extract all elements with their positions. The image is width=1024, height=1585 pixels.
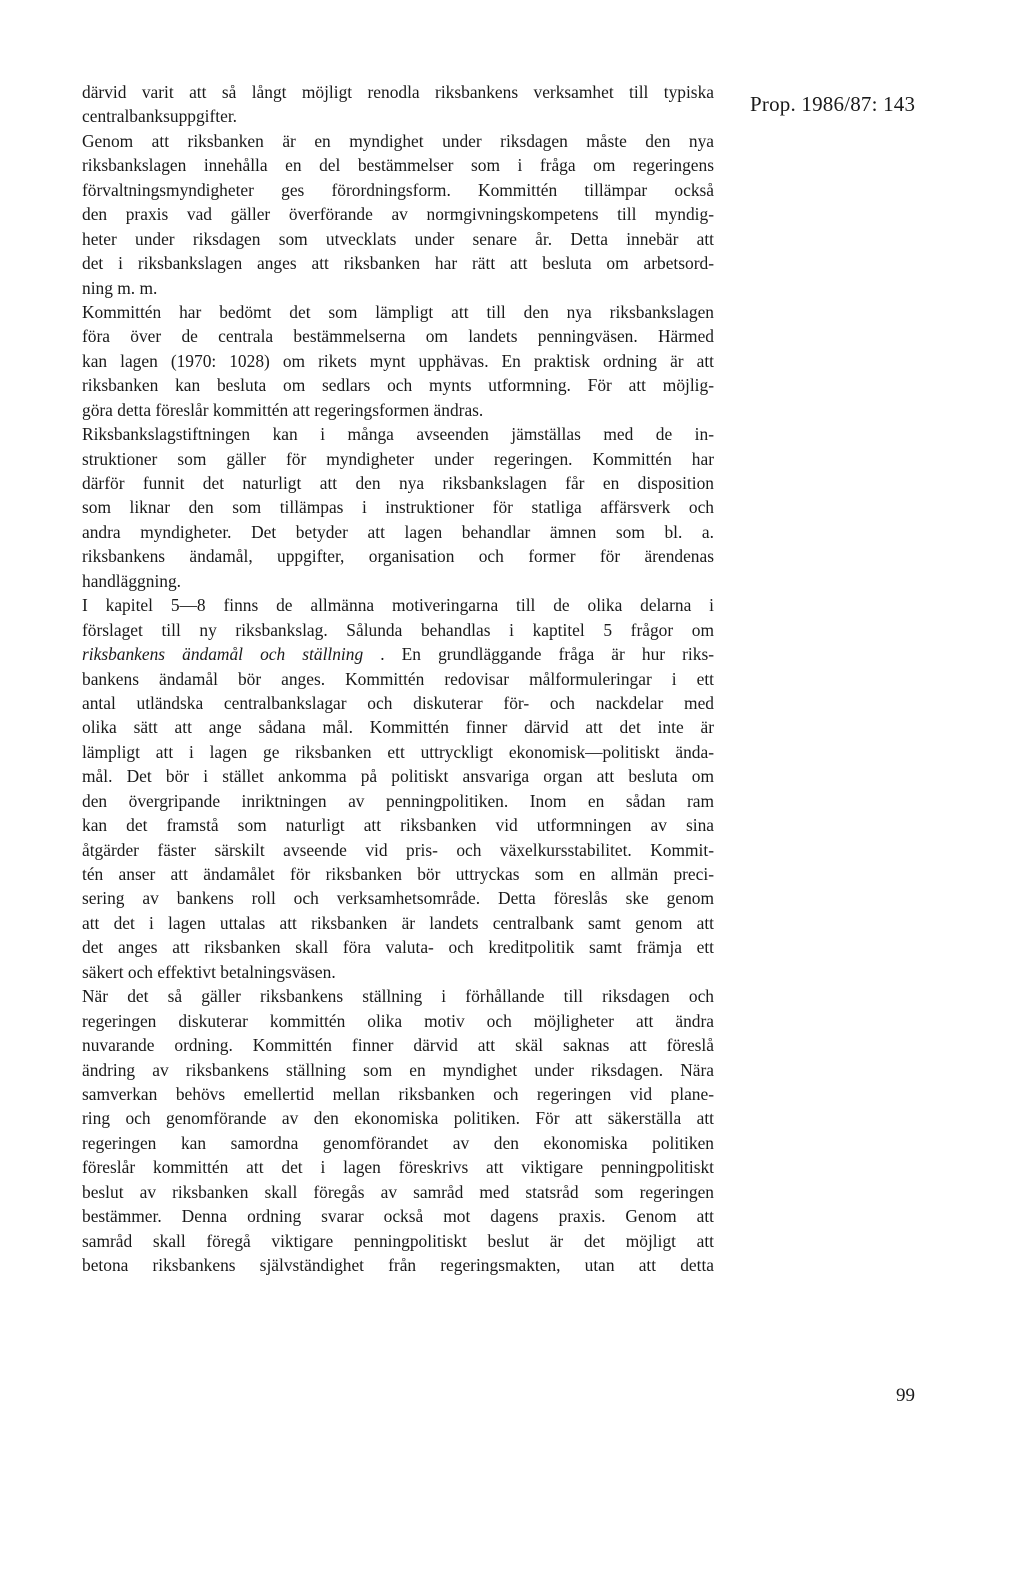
text-line: När det så gäller riksbankens ställning i förhållande till riksdagen och <box>82 986 714 1007</box>
text-line: regeringen diskuterar kommittén olika motiv och möjligheter att ändra <box>82 1010 714 1031</box>
text-line: föra över de centrala bestämmelserna om landets penningväsen. Härmed <box>82 326 714 347</box>
body-text <box>82 80 714 1277</box>
text-line: att det i lagen uttalas att riksbanken är landets centralbank samt genom att <box>82 912 714 933</box>
text-line: föreslår kommittén att det i lagen föreskrivs att viktigare penningpolitiskt <box>82 1157 714 1178</box>
text-line: åtgärder fäster särskilt avseende vid pris- och växelkursstabilitet. Kommit- <box>82 839 714 860</box>
text-line: som liknar den som tillämpas i instruktioner för statliga affärsverk och <box>82 497 714 518</box>
text-line: riksbanken kan besluta om sedlars och mynts utformning. För att möjlig- <box>82 375 714 396</box>
text-line: Genom att riksbanken är en myndighet under riksdagen måste den nya <box>82 130 714 151</box>
text-line: mål. Det bör i stället ankomma på politiskt ansvariga organ att besluta om <box>82 766 714 787</box>
text-line: tén anser att ändamålet för riksbanken bör uttryckas som en allmän preci- <box>82 864 714 884</box>
text-line: Kommittén har bedömt det som lämpligt att till den nya riksbankslagen <box>82 301 714 322</box>
text-line: sering av bankens roll och verksamhetsområde. Detta föreslås ske genom <box>82 888 714 909</box>
text-line: förvaltningsmyndigheter ges förordningsform. Kommittén tillämpar också <box>82 179 714 200</box>
text-line: riksbankslagen innehålla en del bestämmelser som i fråga om regeringens <box>82 155 714 176</box>
text-line: I kapitel 5—8 finns de allmänna motiveringarna till de olika delarna i <box>82 595 714 616</box>
text-line: ändring av riksbankens ställning som en myndighet under riksdagen. Nära <box>82 1059 714 1080</box>
text-line: förslaget till ny riksbankslag. Sålunda behandlas i kaptitel 5 frågor om <box>82 619 714 640</box>
text-line: beslut av riksbanken skall föregås av samråd med statsråd som regeringen <box>82 1181 714 1202</box>
text-line: kan det framstå som naturligt att riksbanken vid utformningen av sina <box>82 815 714 836</box>
text-line: den praxis vad gäller överförande av normgivningskompetens till myndig- <box>82 204 714 225</box>
text-line <box>82 642 714 666</box>
text-line: det i riksbankslagen anges att riksbanken har rätt att besluta om arbetsord- <box>82 253 714 274</box>
text-line: riksbankens ändamål, uppgifter, organisation och former för ärendenas <box>82 546 714 567</box>
text-line: lämpligt att i lagen ge riksbanken ett uttryckligt ekonomisk—politiskt ända- <box>82 741 714 762</box>
text-line: bestämmer. Denna ordning svarar också mot dagens praxis. Genom att <box>82 1206 714 1227</box>
text-line: handläggning. <box>82 570 182 591</box>
text-line: centralbanksuppgifter. <box>82 106 238 127</box>
text-line: antal utländska centralbankslagar och diskuterar för- och nackdelar med <box>82 692 714 713</box>
text-line: heter under riksdagen som utvecklats under senare år. Detta innebär att <box>82 228 714 249</box>
text-line: därvid varit att så långt möjligt renodla riksbankens verksamhet till typiska <box>82 82 714 102</box>
page-reference: Prop. 1986/87: 143 <box>750 92 916 116</box>
text-line: kan lagen (1970: 1028) om rikets mynt upphävas. En praktisk ordning är att <box>82 350 714 371</box>
text-line: regeringen kan samordna genomförandet av den ekonomiska politiken <box>82 1132 714 1153</box>
text-line: betona riksbankens självständighet från regeringsmakten, utan att detta <box>82 1255 714 1275</box>
text-line: nuvarande ordning. Kommittén finner därvid att skäl saknas att föreslå <box>82 1035 714 1056</box>
text-line: den övergripande inriktningen av penningpolitiken. Inom en sådan ram <box>82 790 714 811</box>
italic-term: riksbankens ändamål och ställning <box>82 644 364 665</box>
text-line: ning m. m. <box>82 277 158 298</box>
text-line: göra detta föreslår kommittén att regeringsformen ändras. <box>82 399 484 420</box>
text-line: ring och genomförande av den ekonomiska politiken. För att säkerställa att <box>82 1108 714 1129</box>
text-line: olika sätt att ange sådana mål. Kommittén finner därvid att det inte är <box>82 717 714 738</box>
text-line: säkert och effektivt betalningsväsen. <box>82 961 336 982</box>
text-line: andra myndigheter. Det betyder att lagen behandlar ämnen som bl. a. <box>82 521 714 542</box>
text-line: samråd skall föregå viktigare penningpolitiskt beslut är det möjligt att <box>82 1230 714 1251</box>
text-line: därför funnit det naturligt att den nya riksbankslagen får en disposition <box>82 473 714 493</box>
text-segment: . En grundläggande fråga är hur riks- <box>363 644 715 665</box>
text-line: bankens ändamål bör anges. Kommittén redovisar målformuleringar i ett <box>82 668 714 689</box>
text-line: samverkan behövs emellertid mellan riksbanken och regeringen vid plane- <box>82 1083 714 1104</box>
text-line: struktioner som gäller för myndigheter under regeringen. Kommittén har <box>82 448 714 469</box>
text-line: det anges att riksbanken skall föra valuta- och kreditpolitik samt främja ett <box>82 937 714 958</box>
page-number: 99 <box>896 1385 915 1406</box>
text-line: Riksbankslagstiftningen kan i många avseenden jämställas med de in- <box>82 424 714 445</box>
